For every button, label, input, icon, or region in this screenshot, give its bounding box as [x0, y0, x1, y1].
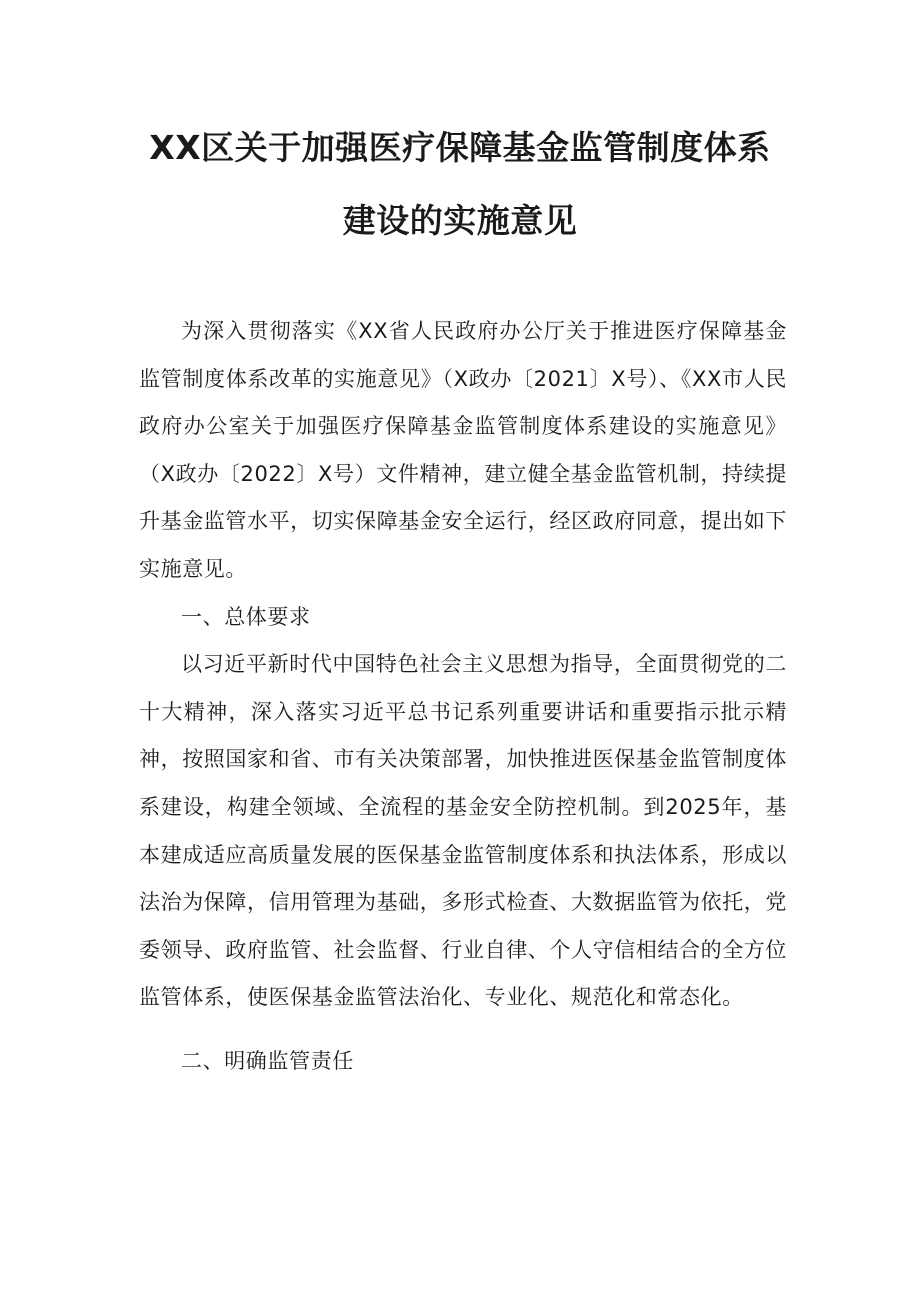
- intro-paragraph: 为深入贯彻落实《XX省人民政府办公厅关于推进医疗保障基金监管制度体系改革的实施意见》（X政办〔2021〕X号）、《XX市人民政府办公室关于加强医疗保障基金监管制度体系建设的实施意见》（X政办〔2022〕X号）文件精神，建立健全基金监管机制，持续提升基金监管水平，切实保障基金安全运行，经区政府同意，提出如下实施意见。: [139, 319, 787, 581]
- document-title-line-1: XX区关于加强医疗保障基金监管制度体系: [149, 128, 771, 167]
- document-title-line-2: 建设的实施意见: [342, 201, 578, 240]
- section-2-heading: 二、明确监管责任: [181, 1048, 354, 1073]
- section-1-paragraph: 以习近平新时代中国特色社会主义思想为指导，全面贯彻党的二十大精神，深入落实习近平总书记系列重要讲话和重要指示批示精神，按照国家和省、市有关决策部署，加快推进医保基金监管制度体系建设，构建全领域、全流程的基金安全防控机制。到2025年，基本建成适应高质量发展的医保基金监管制度体系和执法体系，形成以法治为保障，信用管理为基础，多形式检查、大数据监管为依托，党委领导、政府监管、社会监督、行业自律、个人守信相结合的全方位监管体系，使医保基金监管法治化、专业化、规范化和常态化。: [139, 652, 787, 1010]
- section-1-heading: 一、总体要求: [181, 604, 311, 629]
- document-body: [139, 308, 787, 1086]
